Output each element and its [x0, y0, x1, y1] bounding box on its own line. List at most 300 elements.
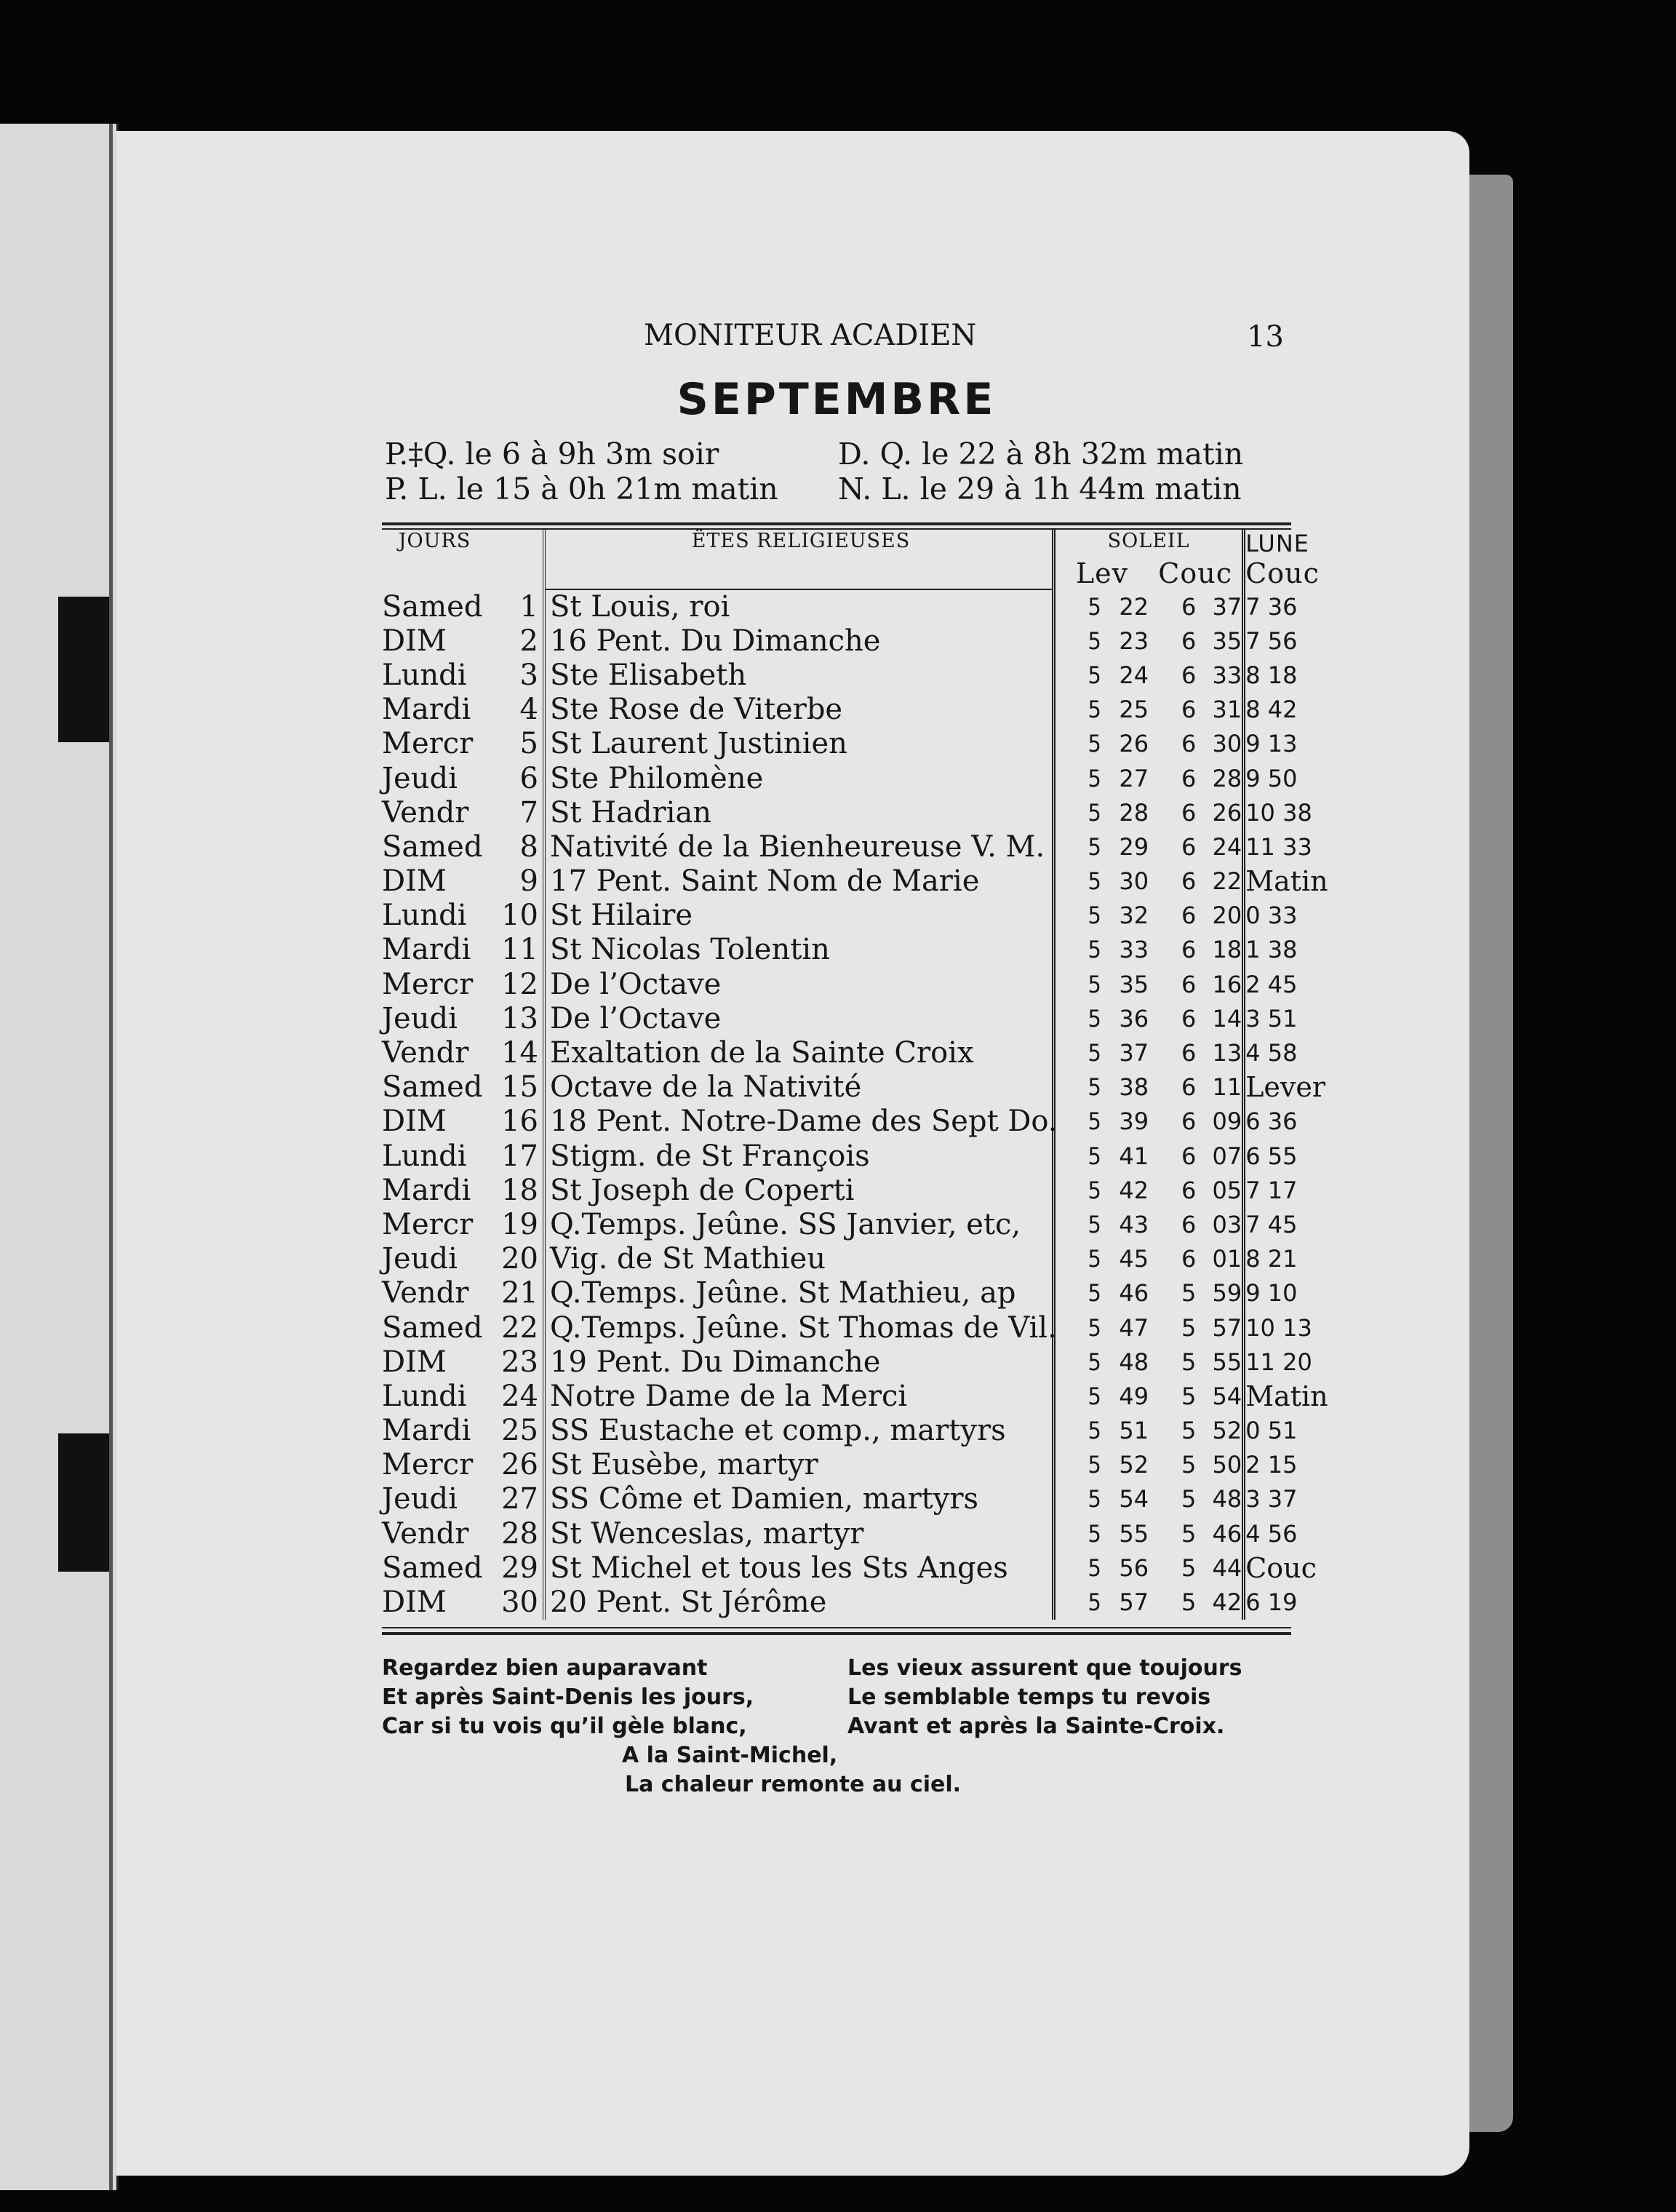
moon-cell: 6 55: [1245, 1142, 1298, 1170]
moon-phases: [382, 437, 1291, 506]
date-cell: 4: [487, 693, 544, 727]
sunrise-min-cell: 25: [1119, 696, 1149, 724]
sunrise-min-cell: 57: [1119, 1588, 1149, 1617]
moon-cell: Couc: [1245, 1551, 1317, 1584]
table-row: [382, 1035, 1291, 1070]
date-cell: 8: [487, 830, 544, 864]
sunset-hour-cell: 6: [1181, 1107, 1197, 1136]
proverb-line: Car si tu vois qu’il gèle blanc,: [382, 1713, 747, 1739]
sunrise-min-cell: 46: [1119, 1279, 1149, 1308]
sunset-min-cell: 16: [1196, 967, 1243, 1001]
date-cell: 6: [487, 761, 544, 795]
table-row: [382, 1345, 1291, 1379]
calendar-table: [382, 530, 1328, 1620]
sunrise-hour-cell: 5: [1088, 902, 1101, 930]
sunrise-hour-cell: 5: [1088, 1210, 1101, 1238]
feast-cell: St Michel et tous les Sts Anges: [544, 1551, 1054, 1585]
feast-cell: 17 Pent. Saint Nom de Marie: [544, 864, 1054, 899]
date-cell: 21: [487, 1276, 544, 1310]
sunrise-min-cell: 51: [1119, 1417, 1149, 1445]
proverb-left: [382, 1654, 754, 1741]
feast-cell: Ste Elisabeth: [544, 658, 1054, 692]
proverb-line: Regardez bien auparavant: [382, 1655, 708, 1681]
sunset-min-cell: 14: [1196, 1001, 1243, 1035]
date-cell: 13: [487, 1001, 544, 1035]
sunset-hour-cell: 5: [1181, 1382, 1197, 1410]
sunset-min-cell: 37: [1196, 589, 1243, 624]
page-content: [382, 313, 1328, 1814]
sunrise-min-cell: 28: [1119, 798, 1149, 827]
sunset-hour-cell: 5: [1181, 1313, 1197, 1342]
moon-phase: P. L. le 15 à 0h 21m matin: [385, 472, 778, 506]
moon-cell: 10 13: [1245, 1313, 1312, 1342]
day-cell: Lundi: [382, 1139, 467, 1173]
sunrise-hour-cell: 5: [1088, 1382, 1101, 1410]
feast-cell: SS Côme et Damien, martyrs: [544, 1482, 1054, 1516]
date-cell: 27: [487, 1482, 544, 1516]
col-header-fetes: ЁTES RELIGIEUSES: [544, 530, 1054, 557]
sunrise-min-cell: 55: [1119, 1519, 1149, 1548]
table-row: [382, 1242, 1291, 1276]
sunset-hour-cell: 5: [1181, 1279, 1197, 1308]
sunset-min-cell: 55: [1196, 1345, 1243, 1379]
table-row: [382, 624, 1291, 658]
date-cell: 30: [487, 1585, 544, 1619]
moon-cell: 7 56: [1245, 626, 1298, 655]
moon-cell: Matin: [1245, 865, 1328, 898]
feast-cell: SS Eustache et comp., martyrs: [544, 1414, 1054, 1448]
sunrise-hour-cell: 5: [1088, 730, 1101, 758]
table-row: [382, 1551, 1291, 1585]
sunrise-min-cell: 48: [1119, 1348, 1149, 1376]
feast-cell: Stigm. de St François: [544, 1139, 1054, 1173]
proverb-line: La chaleur remonte au ciel.: [625, 1771, 962, 1797]
sunrise-hour-cell: 5: [1088, 1485, 1101, 1513]
moon-cell: 9 13: [1245, 730, 1298, 758]
proverb-line: Et après Saint-Denis les jours,: [382, 1684, 754, 1710]
sunset-hour-cell: 6: [1181, 696, 1197, 724]
feast-cell: 19 Pent. Du Dimanche: [544, 1345, 1054, 1379]
sunset-hour-cell: 6: [1181, 661, 1197, 689]
table-row: [382, 589, 1291, 624]
day-cell: Mardi: [382, 933, 471, 967]
sunset-hour-cell: 5: [1181, 1485, 1197, 1513]
date-cell: 28: [487, 1516, 544, 1551]
sunrise-min-cell: 45: [1119, 1245, 1149, 1273]
feast-cell: 18 Pent. Notre-Dame des Sept Do.: [544, 1105, 1054, 1139]
sunrise-hour-cell: 5: [1088, 832, 1101, 861]
sunrise-hour-cell: 5: [1088, 764, 1101, 792]
sunrise-hour-cell: 5: [1088, 1588, 1101, 1617]
sunrise-hour-cell: 5: [1088, 936, 1101, 964]
sunset-min-cell: 35: [1196, 624, 1243, 658]
sunset-min-cell: 11: [1196, 1070, 1243, 1105]
torn-binding: [58, 597, 109, 742]
sunrise-min-cell: 49: [1119, 1382, 1149, 1410]
sunset-hour-cell: 5: [1181, 1588, 1197, 1617]
day-cell: Mercr: [382, 967, 474, 1001]
col-header-lune: LUNE: [1245, 530, 1309, 557]
moon-cell: 8 42: [1245, 696, 1298, 724]
sunrise-hour-cell: 5: [1088, 1519, 1101, 1548]
table-row: [382, 1001, 1291, 1035]
day-cell: Vendr: [382, 795, 469, 830]
col-header-num: [487, 530, 544, 557]
day-cell: DIM: [382, 1345, 447, 1379]
proverb-line: A la Saint-Michel,: [622, 1742, 838, 1768]
sunrise-min-cell: 43: [1119, 1210, 1149, 1238]
feast-cell: Exaltation de la Sainte Croix: [544, 1035, 1054, 1070]
date-cell: 7: [487, 795, 544, 830]
table-top-rule: [382, 522, 1291, 530]
sunrise-hour-cell: 5: [1088, 1245, 1101, 1273]
moon-cell: 9 50: [1245, 764, 1298, 792]
sunrise-min-cell: 38: [1119, 1073, 1149, 1102]
day-cell: Mercr: [382, 1448, 474, 1482]
moon-cell: 0 51: [1245, 1417, 1298, 1445]
sunrise-hour-cell: 5: [1088, 798, 1101, 827]
sunset-min-cell: 42: [1196, 1585, 1243, 1619]
table-row: [382, 830, 1291, 864]
moon-cell: 7 45: [1245, 1210, 1298, 1238]
col-header-couc: Couc: [1149, 557, 1244, 589]
feast-cell: Q.Temps. Jeûne. St Thomas de Vil.: [544, 1310, 1054, 1345]
day-cell: Samed: [382, 1070, 483, 1105]
sunrise-min-cell: 36: [1119, 1004, 1149, 1033]
torn-binding: [58, 1433, 109, 1572]
table-row: [382, 1139, 1291, 1173]
sunrise-hour-cell: 5: [1088, 1176, 1101, 1204]
sunset-hour-cell: 5: [1181, 1451, 1197, 1479]
date-cell: 9: [487, 864, 544, 899]
moon-cell: 4 58: [1245, 1039, 1298, 1067]
sunrise-min-cell: 24: [1119, 661, 1149, 689]
day-cell: Jeudi: [382, 1001, 458, 1035]
feast-cell: Octave de la Nativité: [544, 1070, 1054, 1105]
date-cell: 24: [487, 1379, 544, 1413]
sunrise-hour-cell: 5: [1088, 626, 1101, 655]
day-cell: Samed: [382, 830, 483, 864]
sunrise-min-cell: 32: [1119, 902, 1149, 930]
sunset-hour-cell: 5: [1181, 1417, 1197, 1445]
feast-cell: Notre Dame de la Merci: [544, 1379, 1054, 1413]
sunrise-min-cell: 41: [1119, 1142, 1149, 1170]
moon-cell: 2 45: [1245, 970, 1298, 998]
sunrise-min-cell: 54: [1119, 1485, 1149, 1513]
date-cell: 10: [487, 899, 544, 933]
feast-cell: St Louis, roi: [544, 589, 1054, 624]
date-cell: 22: [487, 1310, 544, 1345]
sunset-min-cell: 57: [1196, 1310, 1243, 1345]
feast-cell: Ste Rose de Viterbe: [544, 693, 1054, 727]
table-row: [382, 1105, 1291, 1139]
sunrise-hour-cell: 5: [1088, 1279, 1101, 1308]
table-row: [382, 864, 1291, 899]
sunset-hour-cell: 6: [1181, 936, 1197, 964]
table-row: [382, 1207, 1291, 1241]
day-cell: DIM: [382, 624, 447, 658]
feast-cell: De l’Octave: [544, 967, 1054, 1001]
sunrise-min-cell: 37: [1119, 1039, 1149, 1067]
sunrise-hour-cell: 5: [1088, 1417, 1101, 1445]
day-cell: Mardi: [382, 1414, 471, 1448]
day-cell: Lundi: [382, 899, 467, 933]
sunset-min-cell: 13: [1196, 1035, 1243, 1070]
feast-cell: Q.Temps. Jeûne. St Mathieu, ap: [544, 1276, 1054, 1310]
table-row: [382, 1276, 1291, 1310]
table-row: [382, 933, 1291, 967]
sunset-hour-cell: 5: [1181, 1519, 1197, 1548]
table-row: [382, 1585, 1291, 1619]
sunset-min-cell: 22: [1196, 864, 1243, 899]
page-stack-edge: [1469, 175, 1513, 2132]
date-cell: 14: [487, 1035, 544, 1070]
day-cell: Samed: [382, 1310, 483, 1345]
proverb-line: Le semblable temps tu revois: [847, 1684, 1211, 1710]
table-row: [382, 795, 1291, 830]
date-cell: 20: [487, 1242, 544, 1276]
sunset-min-cell: 18: [1196, 933, 1243, 967]
moon-phase: N. L. le 29 à 1h 44m matin: [838, 472, 1242, 506]
day-cell: Jeudi: [382, 761, 458, 795]
sunrise-min-cell: 39: [1119, 1107, 1149, 1136]
feast-cell: De l’Octave: [544, 1001, 1054, 1035]
table-row: [382, 899, 1291, 933]
moon-cell: Matin: [1245, 1380, 1328, 1412]
sunrise-hour-cell: 5: [1088, 1004, 1101, 1033]
sunrise-min-cell: 26: [1119, 730, 1149, 758]
day-cell: DIM: [382, 1105, 447, 1139]
sunrise-hour-cell: 5: [1088, 696, 1101, 724]
header-spacer: [487, 557, 544, 589]
moon-cell: 6 36: [1245, 1107, 1298, 1136]
day-cell: Vendr: [382, 1276, 469, 1310]
sunrise-hour-cell: 5: [1088, 592, 1101, 621]
sunset-min-cell: 05: [1196, 1173, 1243, 1207]
sunset-min-cell: 07: [1196, 1139, 1243, 1173]
day-cell: DIM: [382, 1586, 447, 1620]
header-spacer: [382, 557, 487, 589]
sunrise-min-cell: 47: [1119, 1313, 1149, 1342]
moon-cell: 7 36: [1245, 592, 1298, 621]
table-row: [382, 1173, 1291, 1207]
sunrise-hour-cell: 5: [1088, 1142, 1101, 1170]
date-cell: 11: [487, 933, 544, 967]
sunset-min-cell: 48: [1196, 1482, 1243, 1516]
moon-cell: 7 17: [1245, 1176, 1298, 1204]
table-row: [382, 1516, 1291, 1551]
table-bottom-rule: [382, 1627, 1291, 1635]
day-cell: Lundi: [382, 658, 467, 692]
feast-cell: St Laurent Justinien: [544, 727, 1054, 761]
date-cell: 1: [487, 589, 544, 624]
date-cell: 19: [487, 1207, 544, 1241]
day-cell: Lundi: [382, 1379, 467, 1413]
sunrise-min-cell: 30: [1119, 867, 1149, 896]
sunrise-min-cell: 22: [1119, 592, 1149, 621]
day-cell: Mercr: [382, 727, 474, 761]
table-row: [382, 1379, 1291, 1413]
sunrise-hour-cell: 5: [1088, 1039, 1101, 1067]
sunset-hour-cell: 5: [1181, 1348, 1197, 1376]
proverb-center: [622, 1741, 961, 1799]
sunset-min-cell: 03: [1196, 1207, 1243, 1241]
date-cell: 29: [487, 1551, 544, 1585]
sunrise-hour-cell: 5: [1088, 661, 1101, 689]
running-title: MONITEUR ACADIEN: [644, 319, 977, 352]
sunrise-min-cell: 35: [1119, 970, 1149, 998]
day-cell: Mercr: [382, 1207, 474, 1241]
sunset-hour-cell: 6: [1181, 1073, 1197, 1102]
page-header: [382, 313, 1291, 364]
proverb: [382, 1654, 1291, 1814]
sunset-min-cell: 50: [1196, 1448, 1243, 1482]
date-cell: 15: [487, 1070, 544, 1105]
sunset-hour-cell: 6: [1181, 1004, 1197, 1033]
date-cell: 18: [487, 1173, 544, 1207]
sunrise-hour-cell: 5: [1088, 1107, 1101, 1136]
sunset-min-cell: 52: [1196, 1414, 1243, 1448]
col-header-jours: JOURS: [398, 530, 471, 552]
day-cell: Jeudi: [382, 1242, 458, 1276]
feast-cell: 20 Pent. St Jérôme: [544, 1585, 1054, 1619]
moon-cell: 8 21: [1245, 1245, 1298, 1273]
proverb-right: [847, 1654, 1242, 1741]
sunset-min-cell: 09: [1196, 1105, 1243, 1139]
sunrise-min-cell: 23: [1119, 626, 1149, 655]
date-cell: 26: [487, 1448, 544, 1482]
sunrise-hour-cell: 5: [1088, 1451, 1101, 1479]
sunrise-min-cell: 52: [1119, 1451, 1149, 1479]
proverb-line: Les vieux assurent que toujours: [847, 1655, 1242, 1681]
table-row: [382, 761, 1291, 795]
sunrise-min-cell: 33: [1119, 936, 1149, 964]
date-cell: 12: [487, 967, 544, 1001]
moon-cell: 10 38: [1245, 798, 1312, 827]
moon-cell: 6 19: [1245, 1588, 1298, 1617]
day-cell: Mardi: [382, 693, 471, 727]
sunset-hour-cell: 6: [1181, 1176, 1197, 1204]
sunrise-hour-cell: 5: [1088, 1073, 1101, 1102]
feast-cell: St Eusèbe, martyr: [544, 1448, 1054, 1482]
table-row: [382, 1414, 1291, 1448]
sunset-min-cell: 46: [1196, 1516, 1243, 1551]
sunset-min-cell: 31: [1196, 693, 1243, 727]
moon-cell: 3 51: [1245, 1004, 1298, 1033]
col-header-lev: Lev: [1075, 557, 1129, 589]
sunset-hour-cell: 6: [1181, 730, 1197, 758]
day-cell: DIM: [382, 864, 447, 899]
moon-cell: 3 37: [1245, 1485, 1298, 1513]
table-row: [382, 658, 1291, 692]
feast-cell: St Hadrian: [544, 795, 1054, 830]
sunset-hour-cell: 6: [1181, 1142, 1197, 1170]
moon-cell: 11 20: [1245, 1348, 1312, 1376]
date-cell: 17: [487, 1139, 544, 1173]
table-row: [382, 967, 1291, 1001]
sunset-hour-cell: 6: [1181, 1245, 1197, 1273]
sunset-hour-cell: 6: [1181, 592, 1197, 621]
feast-cell: St Joseph de Coperti: [544, 1173, 1054, 1207]
moon-cell: 11 33: [1245, 832, 1312, 861]
moon-cell: 0 33: [1245, 902, 1298, 930]
feast-cell: St Nicolas Tolentin: [544, 933, 1054, 967]
sunrise-min-cell: 42: [1119, 1176, 1149, 1204]
sunset-hour-cell: 5: [1181, 1553, 1197, 1582]
page-fold: [109, 124, 113, 2190]
facing-page-edge: [0, 124, 119, 2190]
date-cell: 5: [487, 727, 544, 761]
page-number: 13: [1247, 320, 1284, 354]
day-cell: Vendr: [382, 1516, 469, 1551]
moon-cell: 4 56: [1245, 1519, 1298, 1548]
date-cell: 16: [487, 1105, 544, 1139]
table-row: [382, 727, 1291, 761]
sunset-hour-cell: 6: [1181, 626, 1197, 655]
day-cell: Samed: [382, 1551, 483, 1585]
table-row: [382, 1310, 1291, 1345]
feast-cell: St Hilaire: [544, 899, 1054, 933]
day-cell: Mardi: [382, 1173, 471, 1207]
col-header-soleil: SOLEIL: [1054, 530, 1244, 557]
sunrise-min-cell: 27: [1119, 764, 1149, 792]
moon-cell: 9 10: [1245, 1279, 1298, 1308]
day-cell: Jeudi: [382, 1482, 458, 1516]
date-cell: 2: [487, 624, 544, 658]
date-cell: 23: [487, 1345, 544, 1379]
day-cell: Vendr: [382, 1036, 469, 1070]
sunrise-hour-cell: 5: [1088, 1313, 1101, 1342]
feast-cell: St Wenceslas, martyr: [544, 1516, 1054, 1551]
date-cell: 3: [487, 658, 544, 692]
sunset-hour-cell: 6: [1181, 902, 1197, 930]
moon-cell: 1 38: [1245, 936, 1298, 964]
sunset-min-cell: 28: [1196, 761, 1243, 795]
table-row: [382, 1070, 1291, 1105]
table-row: [382, 1448, 1291, 1482]
sunset-hour-cell: 6: [1181, 764, 1197, 792]
month-title: SEPTEMBRE: [677, 374, 997, 425]
sunset-min-cell: 33: [1196, 658, 1243, 692]
moon-cell: 8 18: [1245, 661, 1298, 689]
moon-phase: D. Q. le 22 à 8h 32m matin: [838, 437, 1244, 472]
sunrise-min-cell: 56: [1119, 1553, 1149, 1582]
calendar-rows: [382, 589, 1328, 1620]
table-row: [382, 1482, 1291, 1516]
sunset-min-cell: 59: [1196, 1276, 1243, 1310]
feast-cell: Nativité de la Bienheureuse V. M.: [544, 830, 1054, 864]
feast-cell: Ste Philomène: [544, 761, 1054, 795]
sunset-min-cell: 54: [1196, 1379, 1243, 1413]
sunset-hour-cell: 6: [1181, 832, 1197, 861]
feast-cell: Q.Temps. Jeûne. SS Janvier, etc,: [544, 1207, 1054, 1241]
sunset-min-cell: 26: [1196, 795, 1243, 830]
moon-phase: P.‡Q. le 6 à 9h 3m soir: [385, 437, 719, 472]
proverb-line: Avant et après la Sainte-Croix.: [847, 1713, 1225, 1739]
sunrise-hour-cell: 5: [1088, 1553, 1101, 1582]
sunset-min-cell: 30: [1196, 727, 1243, 761]
sunrise-hour-cell: 5: [1088, 1348, 1101, 1376]
sunset-hour-cell: 6: [1181, 867, 1197, 896]
sunrise-hour-cell: 5: [1088, 970, 1101, 998]
sunset-hour-cell: 6: [1181, 1039, 1197, 1067]
feast-cell: Vig. de St Mathieu: [544, 1242, 1054, 1276]
sunset-hour-cell: 6: [1181, 798, 1197, 827]
col-header-lune-couc: Couc: [1245, 557, 1320, 589]
moon-cell: 2 15: [1245, 1451, 1298, 1479]
table-row: [382, 693, 1291, 727]
day-cell: Samed: [382, 589, 483, 624]
